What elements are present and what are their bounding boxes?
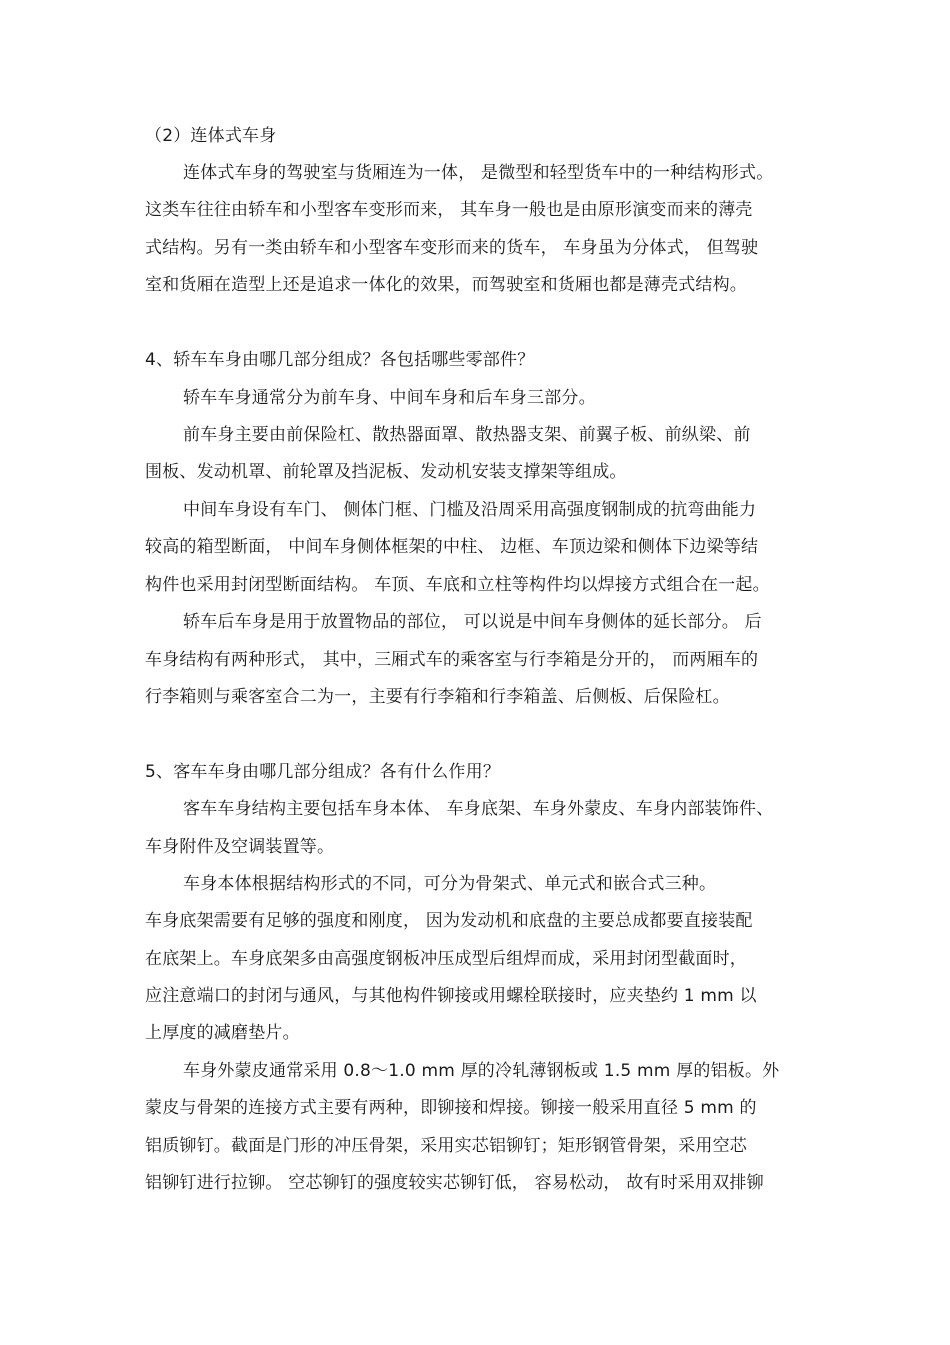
paragraph-line: 轿车车身通常分为前车身、中间车身和后车身三部分。 [183, 388, 596, 408]
section-subtitle: （2）连体式车身 [145, 126, 277, 146]
paragraph-line: 上厚度的减磨垫片。 [145, 1023, 300, 1043]
paragraph-line: 较高的箱型断面， 中间车身侧体框架的中柱、 边框、车顶边梁和侧体下边梁等结 [145, 537, 759, 557]
paragraph-line: 车身结构有两种形式， 其中，三厢式车的乘客室与行李箱是分开的， 而两厢车的 [145, 650, 759, 670]
paragraph-line: 车身底架需要有足够的强度和刚度， 因为发动机和底盘的主要总成都要直接装配 [145, 911, 753, 931]
paragraph-line: 这类车往往由轿车和小型客车变形而来， 其车身一般也是由原形演变而来的薄壳 [145, 200, 753, 220]
question-heading: 4、轿车车身由哪几部分组成？各包括哪些零部件？ [145, 350, 535, 370]
paragraph-line: 铝铆钉进行拉铆。 空芯铆钉的强度较实芯铆钉低， 容易松动， 故有时采用双排铆 [145, 1173, 764, 1193]
paragraph-line: 室和货厢在造型上还是追求一体化的效果，而驾驶室和货厢也都是薄壳式结构。 [145, 275, 747, 295]
paragraph-line: 客车车身结构主要包括车身本体、 车身底架、车身外蒙皮、车身内部装饰件、 [183, 799, 774, 819]
paragraph-line: 连体式车身的驾驶室与货厢连为一体， 是微型和轻型货车中的一种结构形式。 [183, 163, 774, 183]
paragraph-line: 铝质铆钉。截面是门形的冲压骨架，采用实芯铝铆钉；矩形钢管骨架，采用空芯 [145, 1136, 747, 1156]
paragraph-line: 行李箱则与乘客室合二为一，主要有行李箱和行李箱盖、后侧板、后保险杠。 [145, 687, 730, 707]
paragraph-line: 车身外蒙皮通常采用 0.8～1.0 mm 厚的冷轧薄钢板或 1.5 mm 厚的铝板。外 [183, 1061, 780, 1081]
paragraph-line: 围板、发动机罩、前轮罩及挡泥板、发动机安装支撑架等组成。 [145, 462, 627, 482]
paragraph-line: 中间车身设有车门、 侧体门框、门槛及沿周采用高强度钢制成的抗弯曲能力 [183, 500, 757, 520]
paragraph-line: 蒙皮与骨架的连接方式主要有两种，即铆接和焊接。铆接一般采用直径 5 mm 的 [145, 1098, 757, 1118]
paragraph-line: 轿车后车身是用于放置物品的部位， 可以说是中间车身侧体的延长部分。 后 [183, 612, 762, 632]
paragraph-line: 前车身主要由前保险杠、散热器面罩、散热器支架、前翼子板、前纵梁、前 [183, 425, 751, 445]
paragraph-line: 应注意端口的封闭与通风，与其他构件铆接或用螺栓联接时，应夹垫约 1 mm 以 [145, 986, 757, 1006]
paragraph-line: 车身附件及空调装置等。 [145, 837, 335, 857]
paragraph-line: 式结构。另有一类由轿车和小型客车变形而来的货车， 车身虽为分体式， 但驾驶 [145, 238, 759, 258]
paragraph-line: 构件也采用封闭型断面结构。 车顶、车底和立柱等构件均以焊接方式组合在一起。 [145, 575, 770, 595]
question-heading: 5、客车车身由哪几部分组成？各有什么作用？ [145, 762, 501, 782]
paragraph-line: 车身本体根据结构形式的不同，可分为骨架式、单元式和嵌合式三种。 [183, 874, 717, 894]
paragraph-line: 在底架上。车身底架多由高强度钢板冲压成型后组焊而成，采用封闭型截面时， [145, 949, 747, 969]
